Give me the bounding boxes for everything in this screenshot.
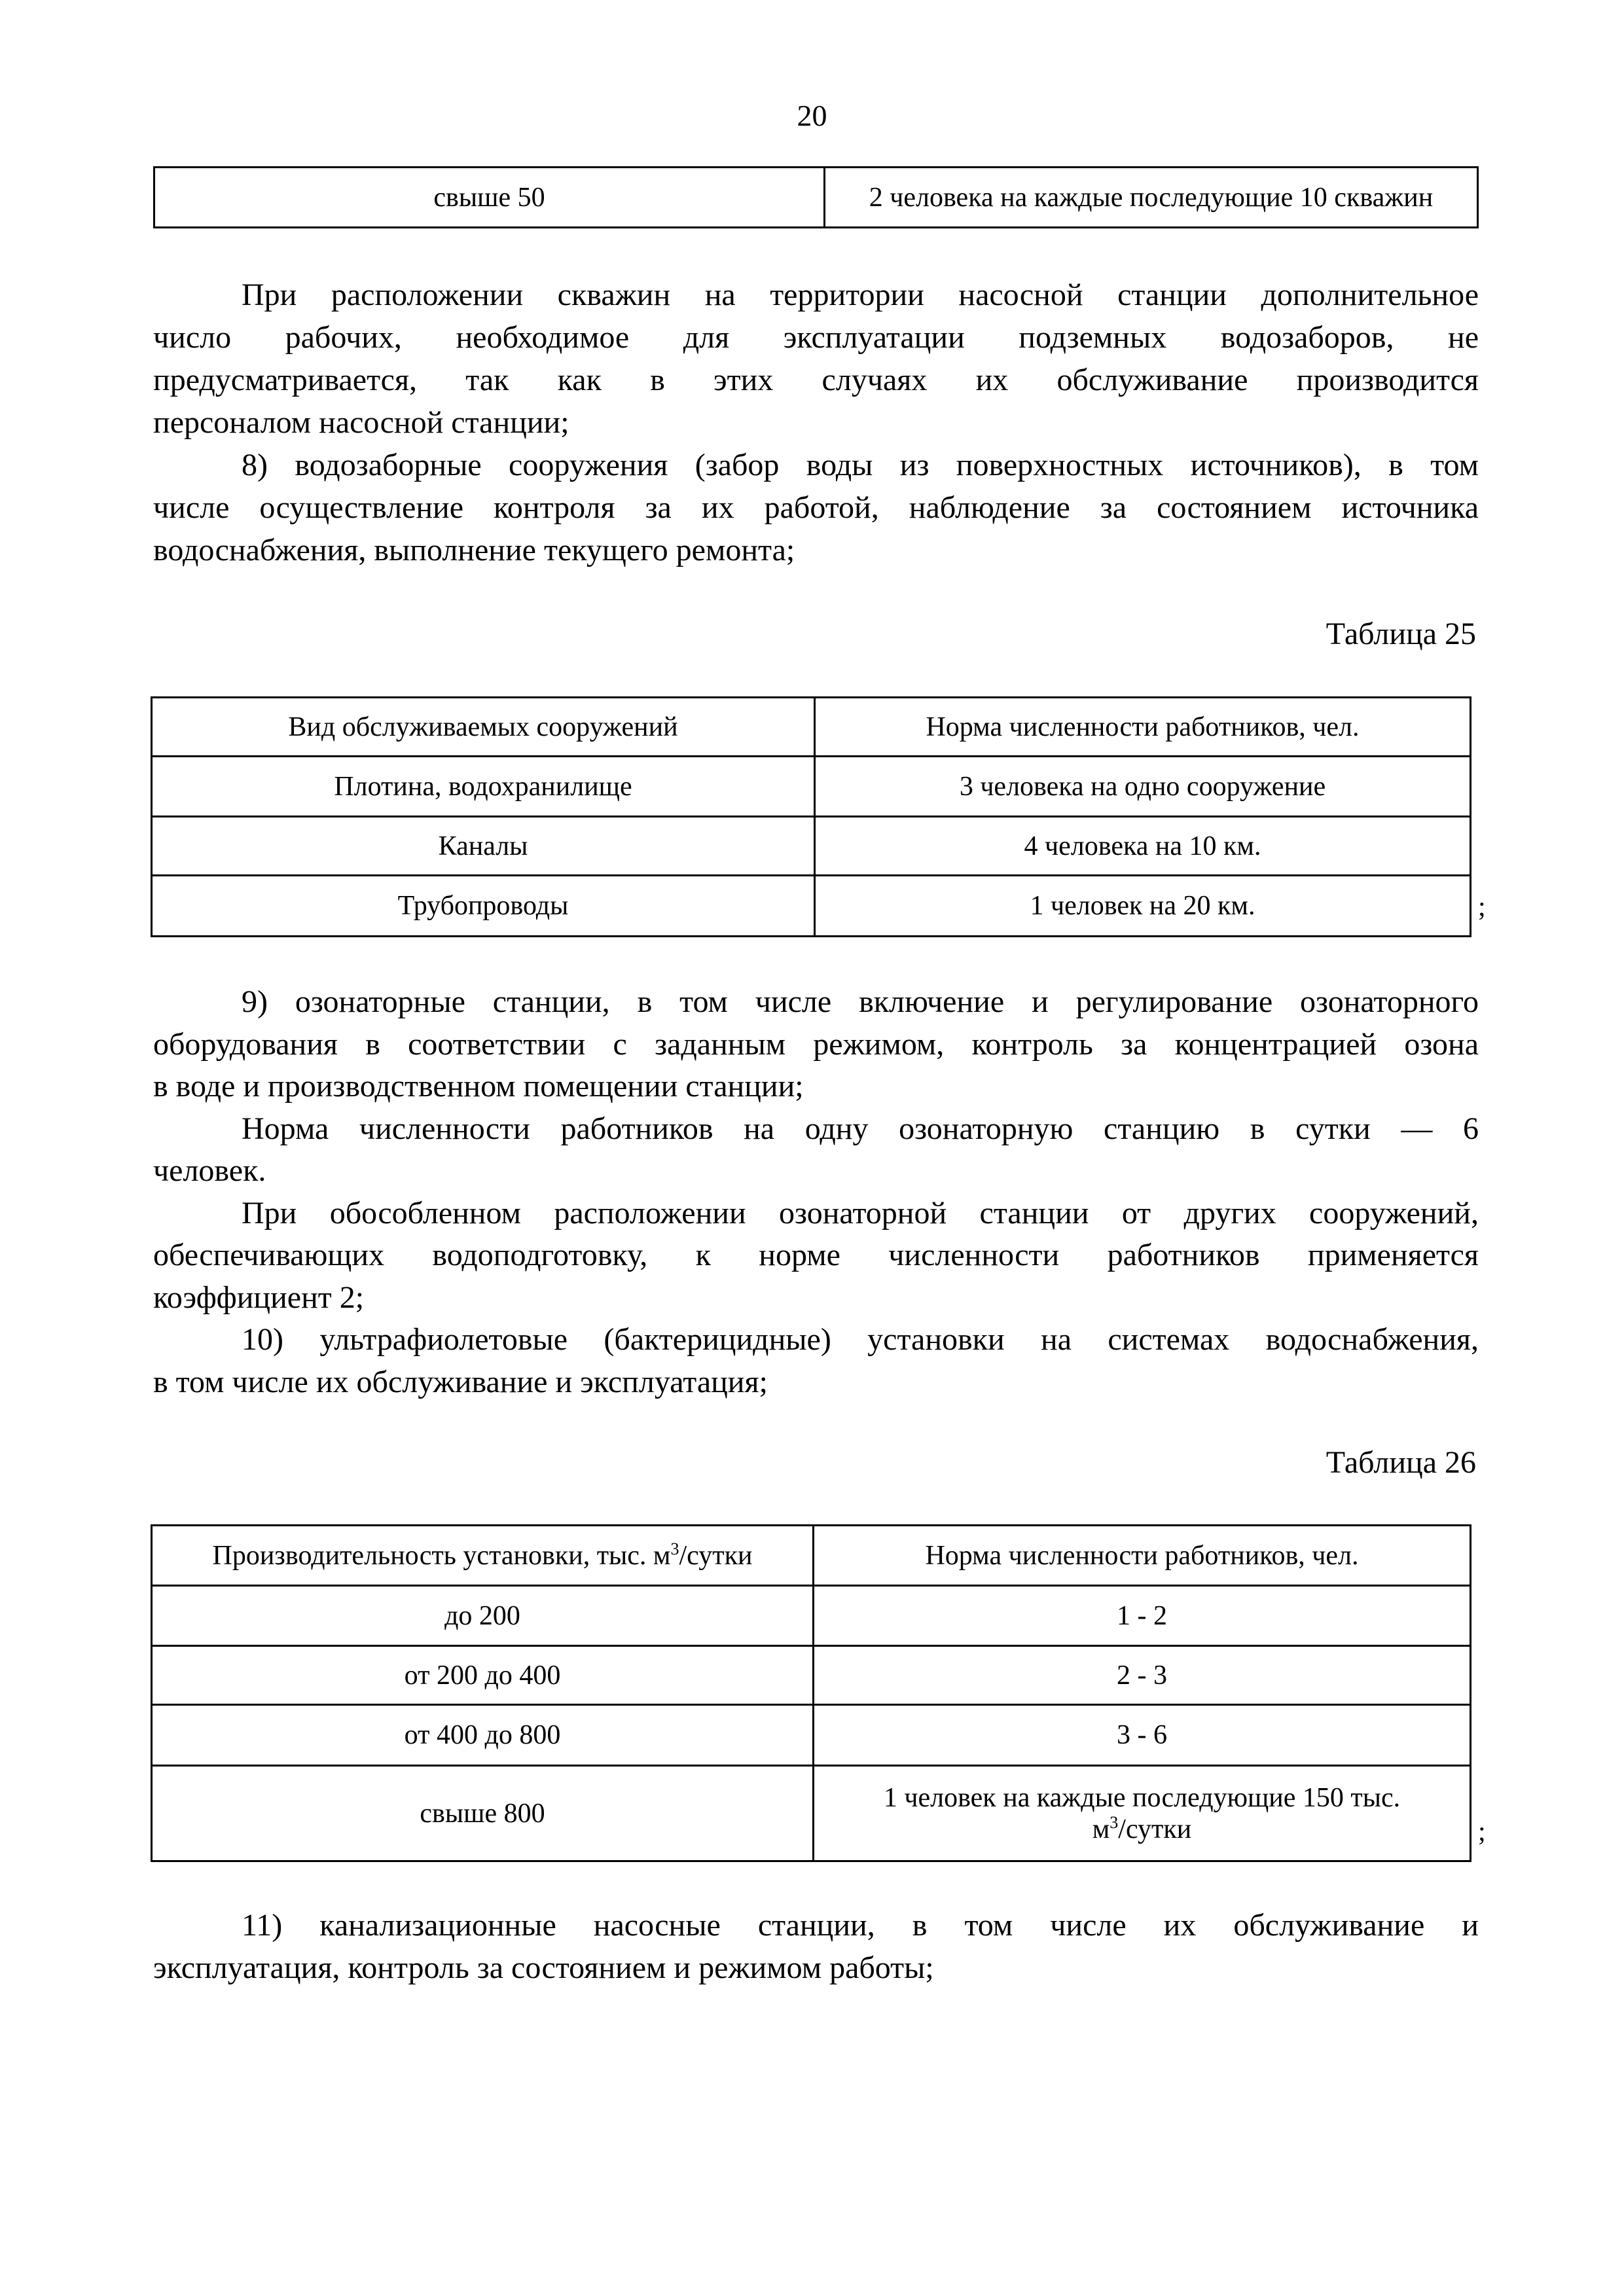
text-line: в том числе их обслуживание и эксплуатация; [153, 1365, 768, 1399]
text-line: Норма численности работников на одну озонаторную станцию в сутки — 6 [242, 1111, 1479, 1146]
table-row [152, 1586, 1471, 1646]
table-cell: до 200 [152, 1586, 814, 1646]
text-line: человек. [153, 1153, 266, 1188]
unit-text: /сутки [1118, 1814, 1192, 1844]
superscript: 3 [670, 1539, 679, 1558]
table-cell: от 200 до 400 [152, 1646, 814, 1705]
table-25-trailing-semicolon: ; [1478, 892, 1486, 922]
text-line: При обособленном расположении озонаторной станции от других сооружений, [242, 1196, 1479, 1230]
text-line: 8) водозаборные сооружения (забор воды из поверхностных источников), в том [242, 448, 1479, 482]
text-line: При расположении скважин на территории насосной станции дополнительное [242, 278, 1479, 312]
table-cell: 3 человека на одно сооружение [815, 757, 1471, 817]
table-26-caption: Таблица 26 [1326, 1445, 1476, 1480]
text-line: 10) ультрафиолетовые (бактерицидные) установки на системах водоснабжения, [242, 1322, 1479, 1357]
superscript: 3 [1110, 1812, 1119, 1832]
table-cell: Каналы [152, 817, 815, 876]
table-cell: 2 - 3 [814, 1646, 1471, 1705]
table-cell: свыше 50 [154, 168, 825, 228]
table-row [152, 817, 1471, 876]
table-cell: 2 человека на каждые последующие 10 скважин [825, 168, 1478, 228]
table-cell: 4 человека на 10 км. [815, 817, 1471, 876]
text-line: числе осуществление контроля за их работой, наблюдение за состоянием источника [153, 490, 1479, 525]
table-cell: 1 - 2 [814, 1586, 1471, 1646]
continued-table [153, 166, 1479, 228]
header-text: /сутки [679, 1540, 753, 1571]
table-row [152, 1646, 1471, 1705]
text-line: предусматривается, так как в этих случаях их обслуживание производится [153, 363, 1479, 397]
table-row [154, 168, 1478, 228]
table-header-row [152, 698, 1471, 757]
table-26 [151, 1524, 1471, 1862]
table-cell: 3 - 6 [814, 1705, 1471, 1766]
page-number: 20 [797, 99, 827, 132]
text-line: 9) озонаторные станции, в том числе включение и регулирование озонаторного [242, 984, 1479, 1019]
text-line: в воде и производственном помещении станции; [153, 1069, 804, 1103]
text-line: оборудования в соответствии с заданным режимом, контроль за концентрацией озона [153, 1027, 1479, 1062]
header-cell [152, 1526, 814, 1586]
cell-unit [821, 1814, 1463, 1845]
table-row [152, 1705, 1471, 1766]
text-line: эксплуатация, контроль за состоянием и режимом работы; [153, 1950, 934, 1985]
header-cell: Вид обслуживаемых сооружений [152, 698, 815, 757]
table-cell: Плотина, водохранилище [152, 757, 815, 817]
header-cell: Норма численности работников, чел. [815, 698, 1471, 757]
table-cell [814, 1766, 1471, 1861]
text-line: персоналом насосной станции; [153, 405, 569, 440]
text-line: число рабочих, необходимое для эксплуатации подземных водозаборов, не [153, 320, 1479, 355]
table-cell: 1 человек на 20 км. [815, 876, 1471, 937]
text-line: 11) канализационные насосные станции, в том числе их обслуживание и [242, 1908, 1479, 1943]
table-row [152, 1766, 1471, 1861]
table-cell: Трубопроводы [152, 876, 815, 937]
table-row [152, 876, 1471, 937]
table-cell: свыше 800 [152, 1766, 814, 1861]
table-25-caption: Таблица 25 [1326, 617, 1476, 651]
table-cell: от 400 до 800 [152, 1705, 814, 1766]
table-26-trailing-semicolon: ; [1478, 1817, 1486, 1847]
header-text: Производительность установки, тыс. м [212, 1540, 671, 1571]
table-row [152, 757, 1471, 817]
text-line: водоснабжения, выполнение текущего ремонта; [153, 533, 795, 567]
table-25 [151, 696, 1471, 937]
text-line: коэффициент 2; [153, 1280, 365, 1315]
header-cell: Норма численности работников, чел. [814, 1526, 1471, 1586]
text-line: обеспечивающих водоподготовку, к норме численности работников применяется [153, 1238, 1479, 1272]
cell-text: 1 человек на каждые последующие 150 тыс. [883, 1782, 1401, 1813]
table-header-row [152, 1526, 1471, 1586]
unit-text: м [1092, 1814, 1110, 1844]
